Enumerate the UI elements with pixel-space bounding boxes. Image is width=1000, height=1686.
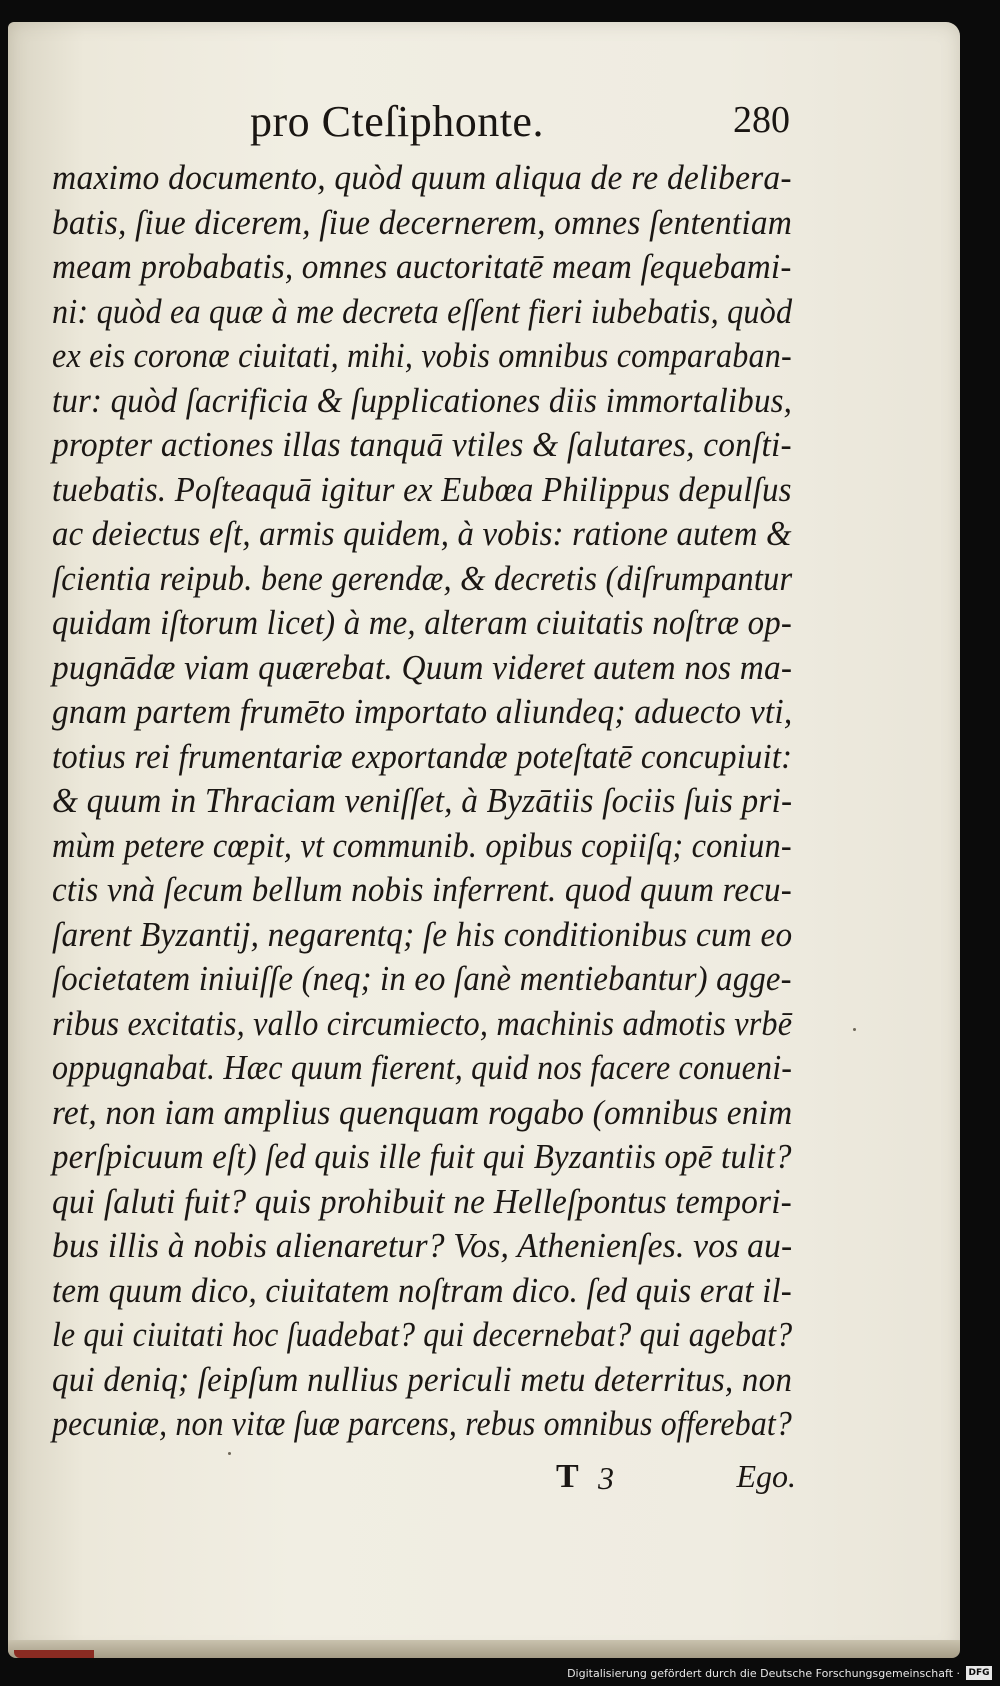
text-line: ſcientia reipub. bene gerendæ, & decretis (diſrumpantur bbox=[52, 558, 793, 598]
text-line: ex eis coronæ ciuitati, mihi, vobis omnibus comparaban- bbox=[52, 336, 792, 375]
folio-number: 280 bbox=[733, 99, 790, 141]
text-line: ſocietatem iniuiſſe (neq; in eo ſanè mentiebantur) agge- bbox=[52, 959, 792, 998]
text-line: tem quum dico, ciuitatem noſtram dico. ſed quis erat il- bbox=[52, 1270, 792, 1310]
text-line: ac deiectus eſt, armis quidem, à vobis: ratione autem & bbox=[52, 514, 792, 553]
text-line: tur: quòd ſacrificia & ſupplicationes diis immortalibus, bbox=[52, 380, 793, 420]
text-line: bus illis à nobis alienaretur? Vos, Athenienſes. vos au- bbox=[52, 1226, 793, 1265]
red-binding-edge bbox=[14, 1650, 94, 1658]
text-line: mùm petere cœpit, vt communib. opibus copiiſq; coniun- bbox=[52, 825, 792, 865]
catchword: Ego. bbox=[736, 1458, 796, 1494]
signature-line bbox=[556, 1458, 796, 1502]
paper-speck bbox=[853, 1028, 856, 1031]
signature-mark: T bbox=[556, 1458, 579, 1495]
page-bottom-edge bbox=[8, 1640, 960, 1658]
credit-text: Digitalisierung gefördert durch die Deutsche Forschungsgemeinschaft · bbox=[567, 1666, 960, 1680]
text-line: ni: quòd ea quæ à me decreta eſſent fieri iubebatis, quòd bbox=[52, 291, 793, 331]
text-line: pugnādæ viam quærebat. Quum videret autem nos ma- bbox=[52, 647, 793, 687]
text-line: ſarent Byzantij, negarentq; ſe his conditionibus cum eo bbox=[52, 914, 793, 954]
text-line: ctis vnà ſecum bellum nobis inferrent. quod quum recu- bbox=[52, 870, 792, 909]
text-line: tuebatis. Poſteaquā igitur ex Eubœa Philippus depulſus bbox=[52, 469, 792, 509]
text-line: qui deniq; ſeipſum nullius periculi metu deterritus, non bbox=[52, 1359, 793, 1399]
text-line: qui ſaluti fuit? quis prohibuit ne Helleſpontus tempori- bbox=[52, 1181, 792, 1221]
digitization-credit bbox=[567, 1664, 992, 1682]
body-text bbox=[52, 156, 792, 1447]
text-line: pecuniæ, non vitæ ſuæ parcens, rebus omnibus offerebat? bbox=[52, 1404, 792, 1443]
text-line: le qui ciuitati hoc ſuadebat? qui decernebat? qui agebat? bbox=[52, 1315, 793, 1354]
text-line: ribus excitatis, vallo circumiecto, machinis admotis vrbē bbox=[52, 1003, 793, 1043]
text-line: gnam partem frumēto importato aliundeq; aduecto vti, bbox=[52, 692, 793, 731]
text-line: meam probabatis, omnes auctoritatē meam ſequebami- bbox=[52, 247, 792, 286]
text-line: perſpicuum eſt) ſed quis ille fuit qui Byzantiis opē tulit? bbox=[52, 1137, 792, 1176]
running-title: pro Cteſiphonte. bbox=[250, 97, 544, 146]
text-line: quidam iſtorum licet) à me, alteram ciuitatis noſtræ op- bbox=[52, 603, 792, 642]
running-head bbox=[250, 96, 790, 156]
text-line: & quum in Thraciam veniſſet, à Byzātiis ſociis ſuis pri- bbox=[52, 781, 793, 820]
paper-speck bbox=[228, 1452, 231, 1455]
text-line: batis, ſiue dicerem, ſiue decernerem, omnes ſententiam bbox=[52, 202, 793, 242]
text-line: ret, non iam amplius quenquam rogabo (omnibus enim bbox=[52, 1092, 793, 1132]
dfg-logo: DFG bbox=[966, 1666, 992, 1680]
text-line: maximo documento, quòd quum aliqua de re delibera- bbox=[52, 158, 792, 197]
text-line: oppugnabat. Hæc quum fierent, quid nos facere conueni- bbox=[52, 1048, 793, 1087]
signature-number: 3 bbox=[598, 1460, 614, 1496]
text-line: totius rei frumentariæ exportandæ poteſtatē concupiuit: bbox=[52, 736, 793, 776]
text-line: propter actiones illas tanquā vtiles & ſalutares, conſti- bbox=[52, 425, 792, 464]
